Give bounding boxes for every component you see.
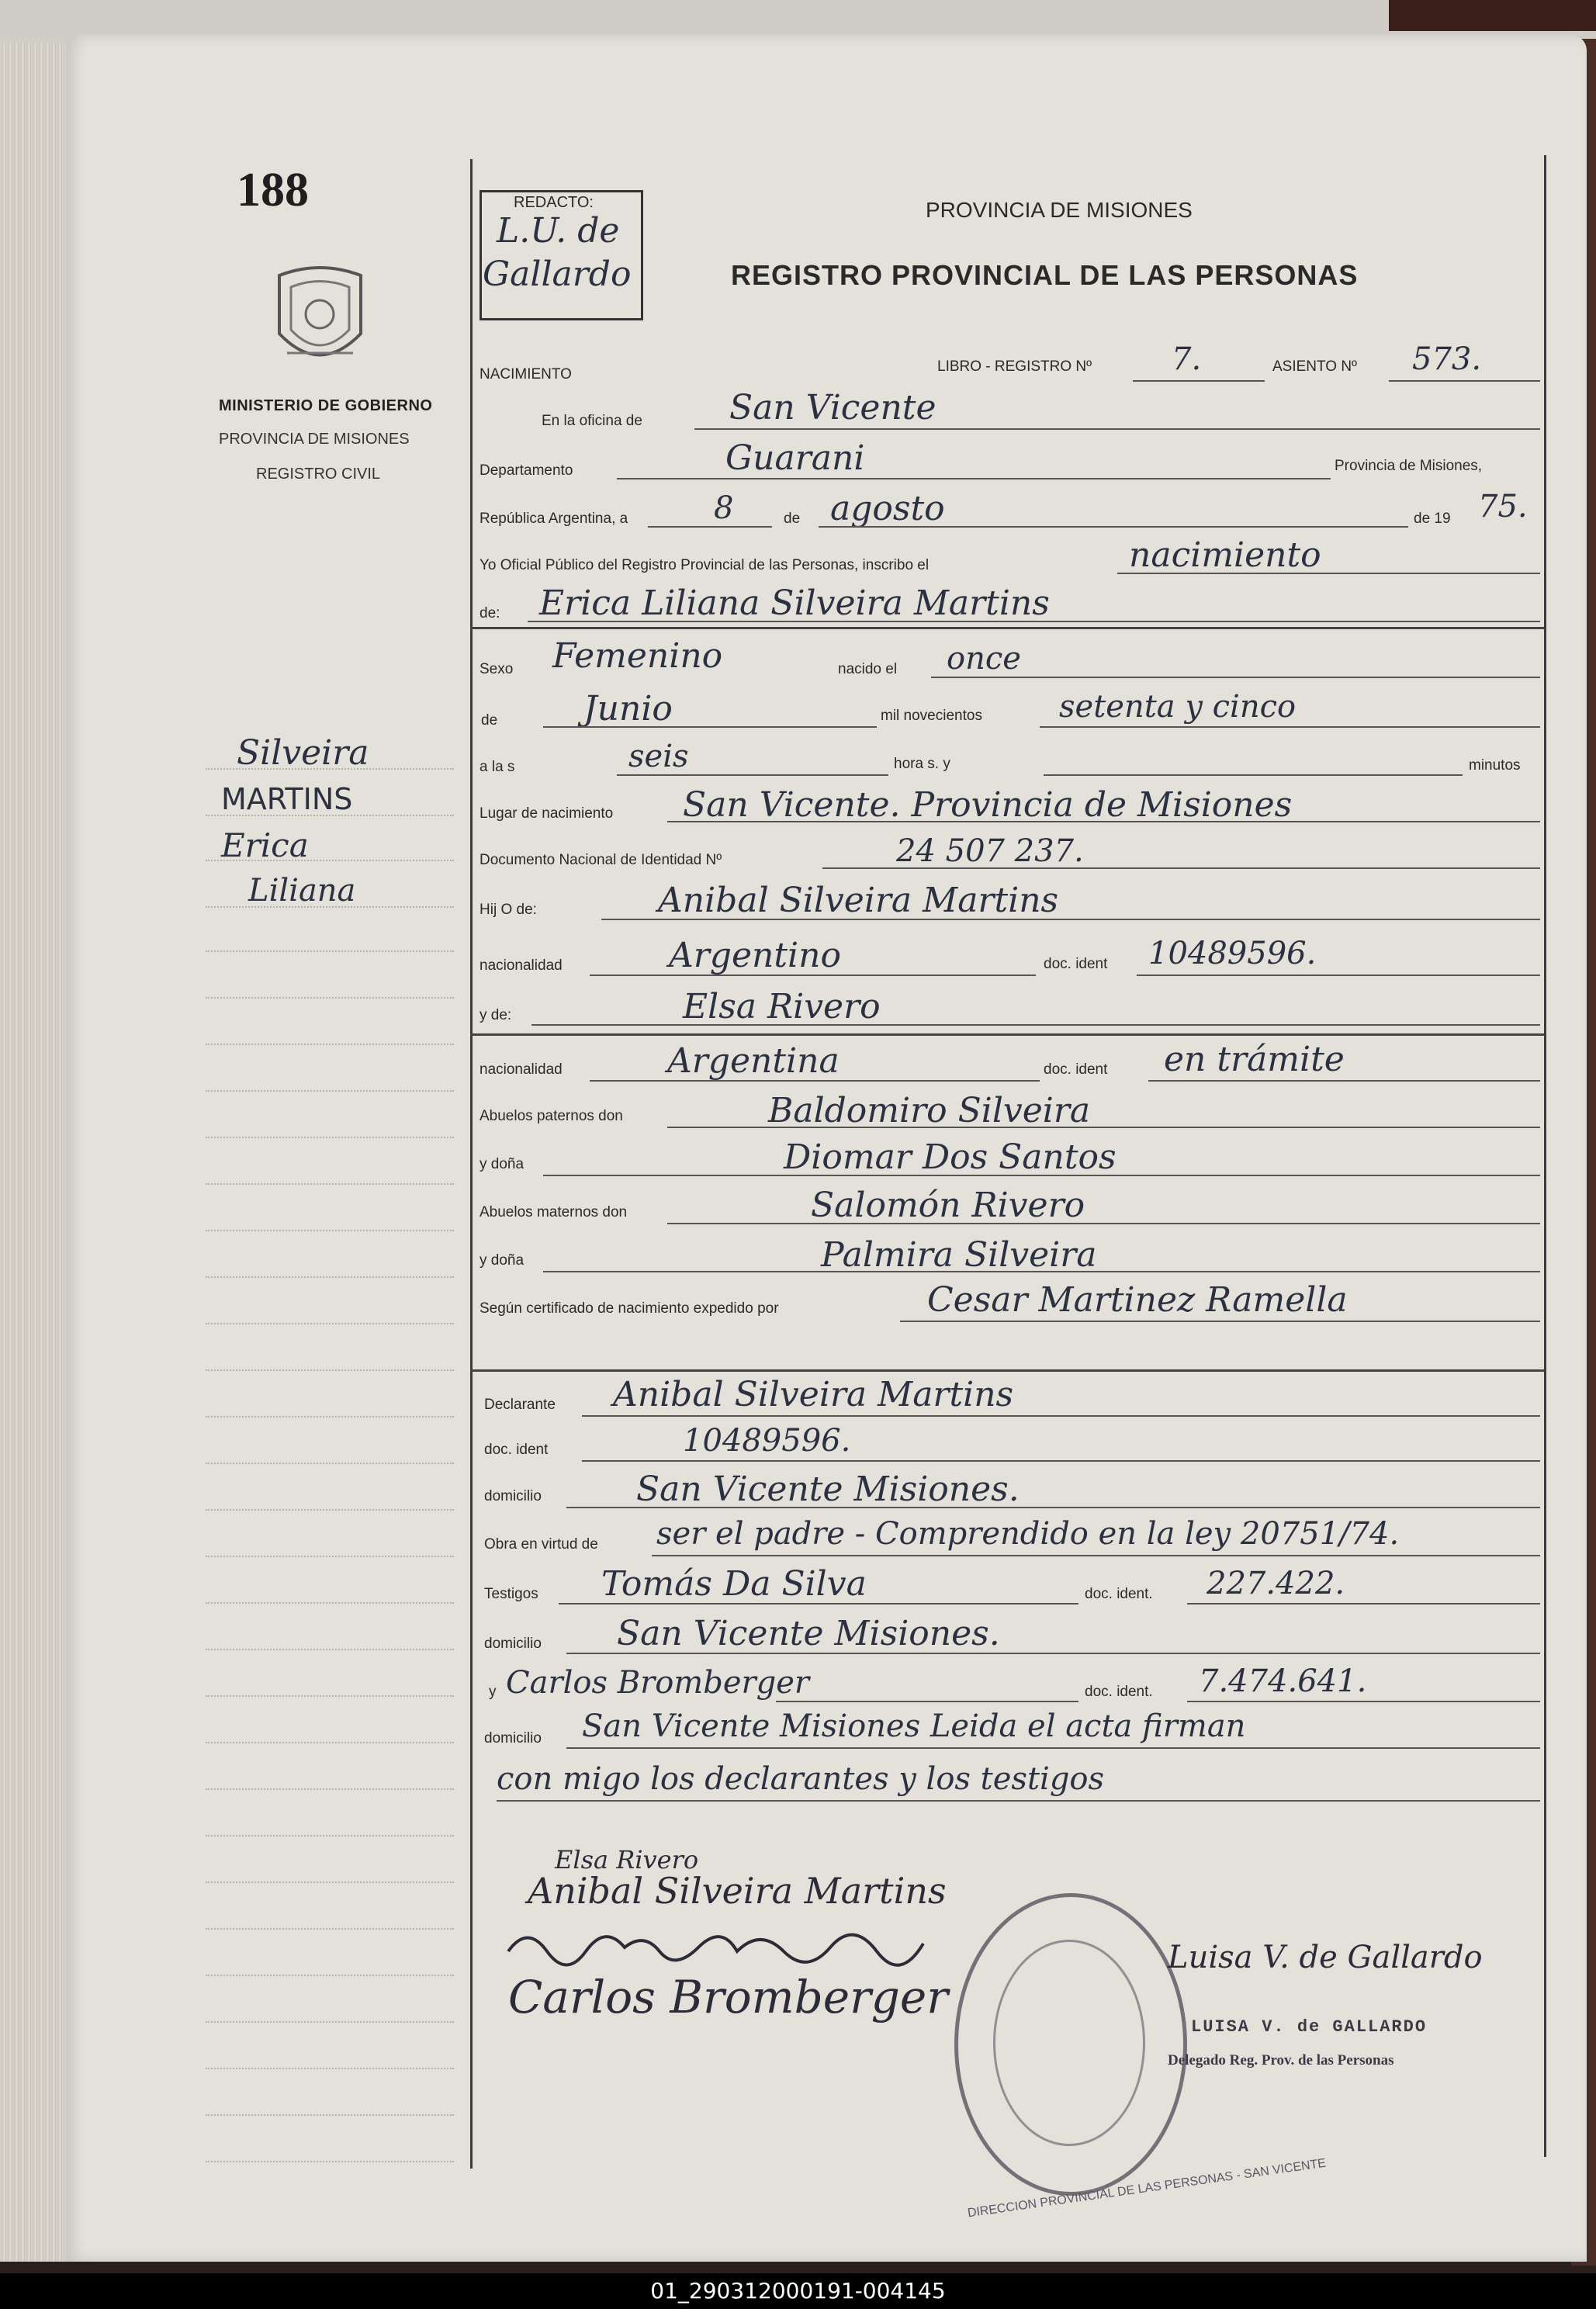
nacionalidad-1-value: Argentino — [669, 936, 841, 975]
form-left-border — [470, 159, 473, 2169]
field-line — [1117, 573, 1540, 574]
testigo-1-name: Tomás Da Silva — [601, 1564, 867, 1604]
nacionalidad-2-value: Argentina — [667, 1041, 840, 1081]
section-separator — [470, 1369, 1544, 1372]
oficial-statement-label: Yo Oficial Público del Registro Provincial de las Personas, inscribo el — [479, 557, 930, 573]
hora-label: hora s. y — [894, 756, 950, 772]
year-value: 75. — [1478, 489, 1528, 524]
field-line — [667, 1223, 1540, 1224]
field-line — [819, 526, 1408, 528]
margin-ruling — [206, 815, 454, 816]
signature-elsa-rivero: Elsa Rivero — [555, 1845, 699, 1875]
abuela-materna-value: Palmira Silveira — [821, 1235, 1097, 1275]
margin-ruling — [206, 1975, 454, 1976]
anio-nacimiento-value: setenta y cinco — [1059, 689, 1297, 725]
month-value: agosto — [830, 489, 945, 528]
dia-nacimiento-value: once — [947, 641, 1021, 677]
field-line — [582, 1460, 1540, 1462]
testigo-2-name: Carlos Bromberger — [506, 1665, 810, 1701]
margin-ruling — [206, 860, 454, 861]
field-line — [900, 1321, 1540, 1322]
field-line — [617, 478, 1331, 479]
image-caption-bar: 01_290312000191-004145 — [0, 2273, 1596, 2309]
signature-anibal: Anibal Silveira Martins — [528, 1870, 947, 1912]
margin-ruling — [206, 1556, 454, 1557]
field-line — [694, 428, 1540, 430]
madre-name: Elsa Rivero — [683, 987, 881, 1026]
y-dona-1-label: y doña — [479, 1156, 524, 1172]
margin-ruling — [206, 1183, 454, 1185]
field-line — [543, 1175, 1540, 1176]
testigo-2-doc-value: 7.474.641. — [1199, 1663, 1367, 1699]
day-value: 8 — [714, 490, 734, 526]
field-line — [648, 526, 772, 528]
margin-ruling — [206, 1649, 454, 1650]
margin-ruling — [206, 1835, 454, 1836]
certificado-label: Según certificado de nacimiento expedido por — [479, 1300, 779, 1317]
testigo-1-doc-value: 227.422. — [1207, 1566, 1345, 1601]
header-province: PROVINCIA DE MISIONES — [926, 198, 1193, 222]
field-line — [566, 1507, 1540, 1508]
abuelo-paterno-value: Baldomiro Silveira — [768, 1091, 1091, 1130]
ministry-title: MINISTERIO DE GOBIERNO — [219, 397, 433, 414]
y-dona-2-label: y doña — [479, 1252, 524, 1269]
margin-ruling — [206, 1369, 454, 1371]
y-label: y — [489, 1684, 497, 1700]
official-title-stamp: Delegado Reg. Prov. de las Personas — [1168, 2052, 1394, 2068]
hijo-de-label: Hij O de: — [479, 902, 537, 918]
field-line — [1044, 774, 1463, 776]
top-dark-corner — [1389, 0, 1596, 31]
margin-note-line-4: Liliana — [248, 873, 356, 909]
oficina-value: San Vicente — [729, 388, 936, 428]
field-line — [1137, 974, 1540, 976]
margin-ruling — [206, 1090, 454, 1092]
declarante-doc-label: doc. ident — [484, 1442, 549, 1458]
domicilio-1-label: domicilio — [484, 1488, 542, 1504]
nacionalidad-1-label: nacionalidad — [479, 957, 563, 974]
a-las-label: a la s — [479, 759, 515, 775]
field-line — [601, 919, 1540, 920]
field-line — [590, 974, 1036, 976]
mil-novecientos-label: mil novecientos — [881, 708, 982, 724]
official-signature: Luisa V. de Gallardo — [1168, 1940, 1483, 1975]
field-line — [497, 1800, 1540, 1802]
margin-ruling — [206, 768, 454, 770]
folio-number: 188 — [237, 164, 309, 216]
margin-ruling — [206, 906, 454, 908]
margin-ruling — [206, 1602, 454, 1604]
domicilio-3-label: domicilio — [484, 1730, 542, 1746]
doc-ident-1-label: doc. ident — [1044, 956, 1108, 972]
field-line — [1389, 380, 1540, 382]
abuela-paterna-value: Diomar Dos Santos — [784, 1137, 1117, 1177]
margin-ruling — [206, 2161, 454, 2162]
field-line — [590, 1080, 1040, 1082]
margin-ruling — [206, 1416, 454, 1418]
libro-value: 7. — [1172, 341, 1202, 377]
minutos-label: minutos — [1469, 757, 1521, 774]
margin-note-line-2: MARTINS — [221, 782, 353, 816]
official-name-stamp: LUISA V. de GALLARDO — [1191, 2017, 1428, 2037]
field-line — [1040, 726, 1540, 728]
signature-scribble — [504, 1916, 939, 1971]
doc-ident-2-value: en trámite — [1164, 1040, 1345, 1079]
hora-value: seis — [628, 739, 689, 774]
declarante-value: Anibal Silveira Martins — [613, 1375, 1014, 1414]
padre-name: Anibal Silveira Martins — [658, 881, 1059, 920]
margin-ruling — [206, 1463, 454, 1464]
field-line — [931, 677, 1540, 678]
dni-label: Documento Nacional de Identidad Nº — [479, 852, 722, 868]
dni-value: 24 507 237. — [896, 833, 1084, 869]
year-prefix-label: de 19 — [1414, 511, 1451, 527]
doc-ident-1-value: 10489596. — [1148, 936, 1317, 971]
obra-en-virtud-value: ser el padre - Comprendido en la ley 20751/74. — [656, 1516, 1400, 1552]
ministry-province: PROVINCIA DE MISIONES — [219, 431, 410, 448]
field-line — [582, 1415, 1540, 1417]
margin-ruling — [206, 2021, 454, 2023]
ministry-registry: REGISTRO CIVIL — [256, 466, 381, 483]
de-label: de — [784, 511, 801, 527]
margin-ruling — [206, 1695, 454, 1697]
field-line — [1187, 1701, 1540, 1702]
margin-ruling — [206, 997, 454, 999]
margin-ruling — [206, 1276, 454, 1278]
domicilio-2-label: domicilio — [484, 1636, 542, 1652]
field-line — [1187, 1603, 1540, 1605]
domicilio-3-value: San Vicente Misiones Leida el acta firman — [582, 1708, 1246, 1744]
provincia-label: Provincia de Misiones, — [1335, 458, 1483, 474]
margin-ruling — [206, 1044, 454, 1045]
field-line — [566, 1747, 1540, 1749]
field-line — [543, 726, 877, 728]
abuelos-paternos-label: Abuelos paternos don — [479, 1108, 623, 1124]
field-line — [531, 1024, 1540, 1026]
asiento-label: ASIENTO Nº — [1272, 358, 1357, 375]
sexo-value: Femenino — [552, 636, 723, 676]
margin-note-line-3: Erica — [221, 826, 309, 864]
field-line — [617, 774, 888, 776]
libro-label: LIBRO - REGISTRO Nº — [937, 358, 1092, 375]
asiento-value: 573. — [1412, 341, 1482, 377]
record-type-label: NACIMIENTO — [479, 366, 572, 383]
field-line — [822, 867, 1540, 869]
official-round-stamp-inner — [993, 1940, 1145, 2146]
field-line — [667, 1127, 1540, 1128]
margin-ruling — [206, 1928, 454, 1930]
oficina-label: En la oficina de — [542, 413, 642, 429]
certificado-value: Cesar Martinez Ramella — [927, 1280, 1348, 1320]
doc-ident-2-label: doc. ident — [1044, 1061, 1108, 1078]
field-line — [559, 1603, 1078, 1605]
field-line — [566, 1653, 1540, 1654]
margin-ruling — [206, 1509, 454, 1511]
field-line — [543, 1271, 1540, 1272]
departamento-label: Departamento — [479, 462, 573, 479]
margin-ruling — [206, 1137, 454, 1138]
header-registry-title: REGISTRO PROVINCIAL DE LAS PERSONAS — [731, 259, 1359, 291]
section-separator — [470, 1033, 1544, 1036]
field-line — [1133, 380, 1265, 382]
declarante-label: Declarante — [484, 1397, 556, 1413]
testigo-2-doc-label: doc. ident. — [1085, 1684, 1153, 1700]
field-line — [1148, 1080, 1540, 1082]
redacto-line-1: L.U. de — [497, 211, 620, 251]
domicilio-2-value: San Vicente Misiones. — [617, 1614, 1000, 1653]
name-de-label: de: — [479, 605, 500, 621]
margin-ruling — [206, 1323, 454, 1324]
field-line — [528, 621, 1540, 622]
testigo-1-doc-label: doc. ident. — [1085, 1586, 1153, 1602]
redacto-line-2: Gallardo — [483, 254, 632, 294]
closing-statement: con migo los declarantes y los testigos — [497, 1761, 1105, 1797]
margin-ruling — [206, 2068, 454, 2069]
form-right-border — [1544, 155, 1546, 2157]
domicilio-1-value: San Vicente Misiones. — [636, 1470, 1020, 1509]
lugar-label: Lugar de nacimiento — [479, 805, 614, 822]
margin-ruling — [206, 1788, 454, 1790]
margin-ruling — [206, 1742, 454, 1743]
margin-ruling — [206, 1881, 454, 1883]
coat-of-arms-seal — [272, 260, 369, 376]
declarante-doc-value: 10489596. — [683, 1423, 851, 1459]
nacido-label: nacido el — [838, 661, 898, 677]
field-line — [667, 821, 1540, 822]
section-separator — [470, 627, 1544, 629]
signature-carlos-bromberger: Carlos Bromberger — [508, 1971, 948, 2023]
margin-ruling — [206, 950, 454, 952]
registrant-name: Erica Liliana Silveira Martins — [539, 583, 1050, 623]
margin-note-line-1: Silveira — [237, 733, 369, 773]
nacionalidad-2-label: nacionalidad — [479, 1061, 563, 1078]
round-stamp-text: DIRECCION PROVINCIAL DE LAS PERSONAS - SAN VICENTE — [967, 2156, 1328, 2221]
mes-nacimiento-value: Junio — [583, 689, 673, 729]
madre-y-de-label: y de: — [479, 1007, 512, 1023]
testigos-label: Testigos — [484, 1586, 538, 1602]
sexo-label: Sexo — [479, 661, 514, 677]
republica-label: República Argentina, a — [479, 511, 628, 527]
field-line — [776, 1701, 1078, 1702]
redacto-label: REDACTO: — [514, 194, 594, 211]
event-value: nacimiento — [1129, 535, 1321, 575]
field-line — [652, 1555, 1540, 1556]
margin-ruling — [206, 2114, 454, 2116]
margin-ruling — [206, 1230, 454, 1231]
abuelos-maternos-label: Abuelos maternos don — [479, 1204, 628, 1220]
obra-en-virtud-label: Obra en virtud de — [484, 1536, 598, 1553]
lugar-value: San Vicente. Provincia de Misiones — [683, 785, 1293, 825]
departamento-value: Guarani — [725, 438, 865, 478]
abuelo-materno-value: Salomón Rivero — [811, 1186, 1085, 1225]
mes-de-label: de — [481, 712, 498, 729]
